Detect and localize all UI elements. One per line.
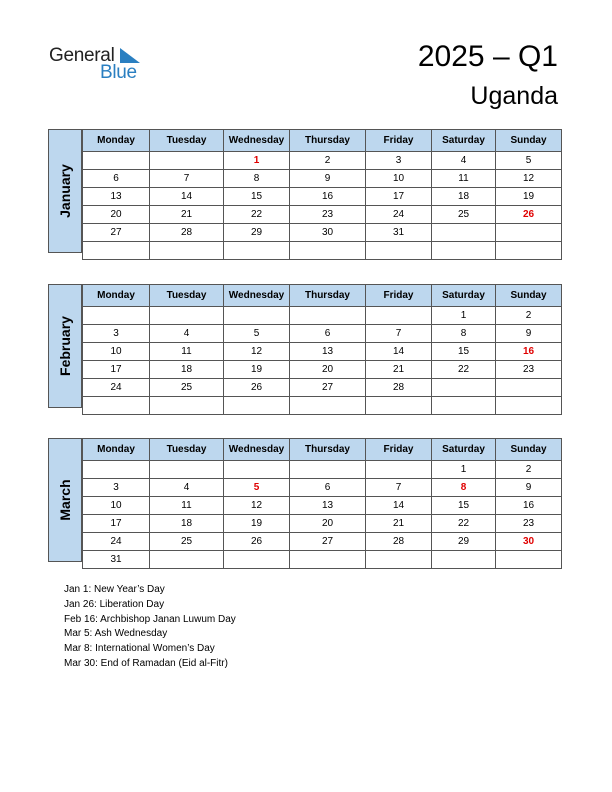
weekday-header: Tuesday xyxy=(150,130,224,152)
weekday-header: Saturday xyxy=(432,439,496,461)
day-cell: 23 xyxy=(290,206,366,224)
day-cell: 20 xyxy=(290,361,366,379)
holiday-day-cell: 26 xyxy=(496,206,562,224)
day-cell: 10 xyxy=(83,343,150,361)
week-row xyxy=(83,343,562,361)
holiday-day-cell: 16 xyxy=(496,343,562,361)
day-cell: 13 xyxy=(83,188,150,206)
day-cell: 11 xyxy=(150,343,224,361)
weekday-header: Sunday xyxy=(496,439,562,461)
weekday-header: Friday xyxy=(366,285,432,307)
day-cell: 27 xyxy=(290,379,366,397)
day-cell: 7 xyxy=(366,325,432,343)
empty-day-cell xyxy=(432,224,496,242)
weekday-header: Wednesday xyxy=(224,130,290,152)
empty-day-cell xyxy=(432,379,496,397)
day-cell: 14 xyxy=(366,497,432,515)
day-cell: 13 xyxy=(290,497,366,515)
logo xyxy=(49,44,149,84)
empty-day-cell xyxy=(432,242,496,260)
weekday-header-row xyxy=(83,130,562,152)
day-cell: 9 xyxy=(290,170,366,188)
empty-day-cell xyxy=(83,242,150,260)
day-cell: 13 xyxy=(290,343,366,361)
day-cell: 8 xyxy=(224,170,290,188)
empty-day-cell xyxy=(224,461,290,479)
empty-day-cell xyxy=(224,551,290,569)
empty-day-cell xyxy=(290,242,366,260)
weekday-header: Wednesday xyxy=(224,285,290,307)
week-row xyxy=(83,397,562,415)
day-cell: 27 xyxy=(290,533,366,551)
day-cell: 6 xyxy=(290,479,366,497)
holiday-note: Mar 30: End of Ramadan (Eid al-Fitr) xyxy=(64,657,228,669)
logo-blue-text: Blue xyxy=(100,62,137,83)
day-cell: 3 xyxy=(366,152,432,170)
empty-day-cell xyxy=(496,379,562,397)
day-cell: 23 xyxy=(496,361,562,379)
day-cell: 15 xyxy=(224,188,290,206)
week-row xyxy=(83,206,562,224)
weekday-header: Friday xyxy=(366,130,432,152)
holiday-day-cell: 1 xyxy=(224,152,290,170)
day-cell: 28 xyxy=(366,379,432,397)
empty-day-cell xyxy=(150,152,224,170)
week-row xyxy=(83,515,562,533)
month-block-february xyxy=(48,284,563,409)
empty-day-cell xyxy=(290,397,366,415)
weekday-header: Monday xyxy=(83,285,150,307)
day-cell: 9 xyxy=(496,479,562,497)
day-cell: 10 xyxy=(83,497,150,515)
day-cell: 11 xyxy=(432,170,496,188)
week-row xyxy=(83,551,562,569)
weekday-header: Thursday xyxy=(290,130,366,152)
week-row xyxy=(83,170,562,188)
day-cell: 17 xyxy=(366,188,432,206)
day-cell: 10 xyxy=(366,170,432,188)
day-cell: 31 xyxy=(366,224,432,242)
day-cell: 25 xyxy=(150,533,224,551)
weekday-header: Sunday xyxy=(496,285,562,307)
weekday-header: Saturday xyxy=(432,285,496,307)
day-cell: 29 xyxy=(224,224,290,242)
day-cell: 22 xyxy=(432,515,496,533)
empty-day-cell xyxy=(150,551,224,569)
empty-day-cell xyxy=(496,242,562,260)
day-cell: 14 xyxy=(150,188,224,206)
weekday-header: Monday xyxy=(83,130,150,152)
day-cell: 24 xyxy=(83,379,150,397)
page-title: 2025 – Q1 xyxy=(417,40,558,73)
month-table xyxy=(82,284,562,415)
empty-day-cell xyxy=(150,307,224,325)
day-cell: 15 xyxy=(432,497,496,515)
week-row xyxy=(83,479,562,497)
holiday-day-cell: 8 xyxy=(432,479,496,497)
day-cell: 19 xyxy=(496,188,562,206)
day-cell: 2 xyxy=(496,307,562,325)
empty-day-cell xyxy=(150,397,224,415)
empty-day-cell xyxy=(496,224,562,242)
day-cell: 5 xyxy=(224,325,290,343)
empty-day-cell xyxy=(83,461,150,479)
day-cell: 2 xyxy=(496,461,562,479)
day-cell: 25 xyxy=(432,206,496,224)
day-cell: 12 xyxy=(224,497,290,515)
empty-day-cell xyxy=(366,551,432,569)
day-cell: 25 xyxy=(150,379,224,397)
empty-day-cell xyxy=(83,397,150,415)
weekday-header: Saturday xyxy=(432,130,496,152)
month-table xyxy=(82,129,562,260)
holiday-day-cell: 5 xyxy=(224,479,290,497)
day-cell: 4 xyxy=(150,479,224,497)
holiday-notes xyxy=(64,583,236,672)
weekday-header: Wednesday xyxy=(224,439,290,461)
week-row xyxy=(83,188,562,206)
day-cell: 27 xyxy=(83,224,150,242)
day-cell: 22 xyxy=(224,206,290,224)
empty-day-cell xyxy=(224,242,290,260)
weekday-header-row xyxy=(83,439,562,461)
empty-day-cell xyxy=(366,461,432,479)
day-cell: 22 xyxy=(432,361,496,379)
day-cell: 6 xyxy=(83,170,150,188)
day-cell: 1 xyxy=(432,461,496,479)
day-cell: 12 xyxy=(496,170,562,188)
day-cell: 15 xyxy=(432,343,496,361)
day-cell: 26 xyxy=(224,533,290,551)
weekday-header: Tuesday xyxy=(150,439,224,461)
day-cell: 16 xyxy=(290,188,366,206)
empty-day-cell xyxy=(366,242,432,260)
day-cell: 18 xyxy=(432,188,496,206)
empty-day-cell xyxy=(432,551,496,569)
day-cell: 7 xyxy=(150,170,224,188)
day-cell: 1 xyxy=(432,307,496,325)
day-cell: 18 xyxy=(150,361,224,379)
day-cell: 21 xyxy=(150,206,224,224)
empty-day-cell xyxy=(224,397,290,415)
empty-day-cell xyxy=(366,307,432,325)
logo-general-text: General xyxy=(49,45,115,66)
day-cell: 5 xyxy=(496,152,562,170)
day-cell: 11 xyxy=(150,497,224,515)
day-cell: 28 xyxy=(366,533,432,551)
day-cell: 17 xyxy=(83,361,150,379)
month-block-march xyxy=(48,438,563,563)
day-cell: 24 xyxy=(83,533,150,551)
day-cell: 29 xyxy=(432,533,496,551)
day-cell: 8 xyxy=(432,325,496,343)
empty-day-cell xyxy=(150,461,224,479)
empty-day-cell xyxy=(432,397,496,415)
empty-day-cell xyxy=(224,307,290,325)
holiday-note: Jan 26: Liberation Day xyxy=(64,598,165,610)
empty-day-cell xyxy=(290,307,366,325)
holiday-note: Mar 8: International Women’s Day xyxy=(64,643,215,655)
empty-day-cell xyxy=(496,397,562,415)
month-label-cell xyxy=(48,438,82,562)
month-name: March xyxy=(57,479,73,521)
day-cell: 23 xyxy=(496,515,562,533)
country-name: Uganda xyxy=(470,82,558,110)
day-cell: 9 xyxy=(496,325,562,343)
month-label-cell xyxy=(48,129,82,253)
month-name: January xyxy=(57,164,73,218)
day-cell: 4 xyxy=(432,152,496,170)
holiday-note: Mar 5: Ash Wednesday xyxy=(64,628,168,640)
day-cell: 3 xyxy=(83,479,150,497)
day-cell: 26 xyxy=(224,379,290,397)
logo-triangle-icon xyxy=(120,48,140,63)
week-row xyxy=(83,325,562,343)
day-cell: 19 xyxy=(224,361,290,379)
week-row xyxy=(83,379,562,397)
day-cell: 21 xyxy=(366,515,432,533)
week-row xyxy=(83,361,562,379)
month-block-january xyxy=(48,129,563,254)
week-row xyxy=(83,224,562,242)
weekday-header: Monday xyxy=(83,439,150,461)
day-cell: 24 xyxy=(366,206,432,224)
weekday-header-row xyxy=(83,285,562,307)
week-row xyxy=(83,242,562,260)
empty-day-cell xyxy=(496,551,562,569)
holiday-day-cell: 30 xyxy=(496,533,562,551)
month-table xyxy=(82,438,562,569)
holiday-note: Jan 1: New Year’s Day xyxy=(64,584,165,595)
empty-day-cell xyxy=(290,551,366,569)
day-cell: 14 xyxy=(366,343,432,361)
month-label-cell xyxy=(48,284,82,408)
day-cell: 28 xyxy=(150,224,224,242)
day-cell: 19 xyxy=(224,515,290,533)
day-cell: 18 xyxy=(150,515,224,533)
day-cell: 20 xyxy=(290,515,366,533)
week-row xyxy=(83,307,562,325)
weekday-header: Sunday xyxy=(496,130,562,152)
day-cell: 3 xyxy=(83,325,150,343)
empty-day-cell xyxy=(83,152,150,170)
week-row xyxy=(83,497,562,515)
weekday-header: Thursday xyxy=(290,439,366,461)
empty-day-cell xyxy=(150,242,224,260)
day-cell: 21 xyxy=(366,361,432,379)
week-row xyxy=(83,461,562,479)
empty-day-cell xyxy=(83,307,150,325)
day-cell: 17 xyxy=(83,515,150,533)
day-cell: 12 xyxy=(224,343,290,361)
day-cell: 16 xyxy=(496,497,562,515)
month-name: February xyxy=(57,316,73,376)
day-cell: 30 xyxy=(290,224,366,242)
weekday-header: Friday xyxy=(366,439,432,461)
weekday-header: Tuesday xyxy=(150,285,224,307)
day-cell: 7 xyxy=(366,479,432,497)
empty-day-cell xyxy=(290,461,366,479)
day-cell: 6 xyxy=(290,325,366,343)
day-cell: 2 xyxy=(290,152,366,170)
week-row xyxy=(83,152,562,170)
empty-day-cell xyxy=(366,397,432,415)
weekday-header: Thursday xyxy=(290,285,366,307)
week-row xyxy=(83,533,562,551)
day-cell: 4 xyxy=(150,325,224,343)
day-cell: 31 xyxy=(83,551,150,569)
day-cell: 20 xyxy=(83,206,150,224)
holiday-note: Feb 16: Archbishop Janan Luwum Day xyxy=(64,613,236,625)
